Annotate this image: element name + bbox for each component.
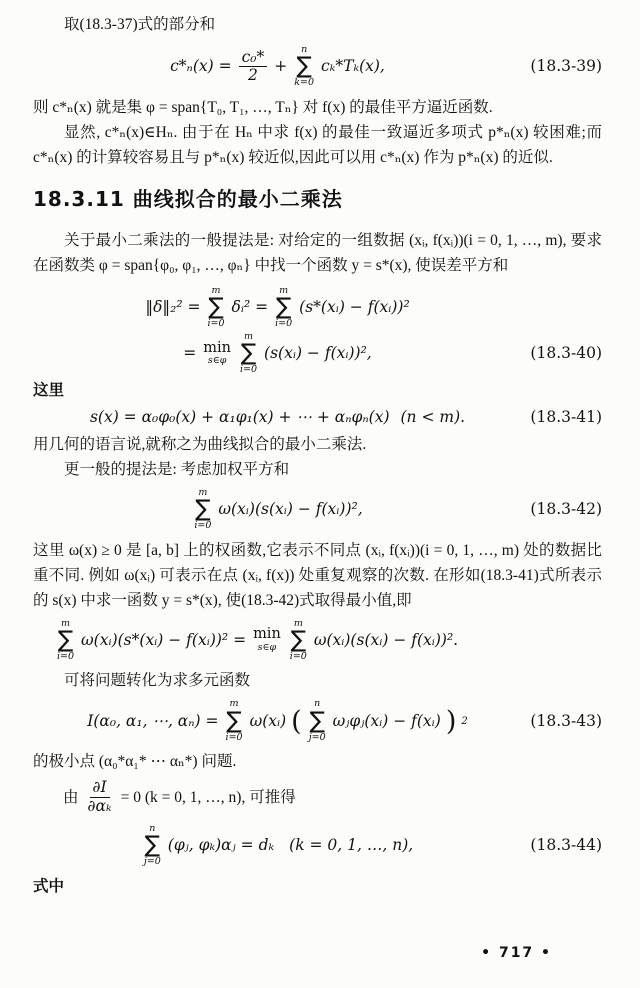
fraction-denominator: 2 [247,66,258,85]
derive-post: = 0 (k = 0, 1, …, n), 可推得 [120,789,296,807]
eq40-rhs-line1: (s*(xᵢ) − f(xᵢ))² [299,298,410,317]
equation-weighted-min [33,619,602,663]
equation-number: (18.3-41) [530,407,602,426]
eq43-inner: ωⱼφⱼ(xᵢ) − f(xᵢ) [332,711,441,730]
equation-18-3-43 [33,699,602,743]
derive-pre: 由 [63,789,79,807]
equation-number: (18.3-43) [530,711,602,730]
equation-number: (18.3-42) [530,500,602,519]
eq41-body: s(x) = α₀φ₀(x) + α₁φ₁(x) + ⋯ + αₙφₙ(x) [89,407,390,426]
fraction-numerator: c₀* [239,49,268,68]
min-operator: min s∈φ [203,339,231,367]
paragraph-more-general: 更一般的提法是: 考虑加权平方和 [64,460,290,478]
equation-18-3-40-line2 [33,332,602,376]
eq44-condition: (k = 0, 1, …, n), [289,836,414,855]
fraction-c0-over-2 [239,49,268,86]
eq40-lhs: ‖δ‖₂² = [145,298,201,317]
eq41-condition: (n < m). [400,407,466,426]
summation-symbol: n ∑ k=0 [294,44,315,89]
eq42-body: ω(xᵢ)(s(xᵢ) − f(xᵢ))², [218,500,363,519]
paragraph-general-statement: 关于最小二乘法的一般提法是: 对给定的一组数据 (xᵢ, f(xᵢ))(i = 0, 1, …, m), 要求在函数类 φ = span{φ₀, φ₁, …, φₙ} 中找一个函数 y = s*(x), 使误差平方和 [33,231,602,274]
summation-symbol: m ∑ i=0 [207,284,225,330]
paragraph-transform: 可将问题转化为求多元函数 [64,672,251,690]
equals-sign: = [183,344,197,363]
eq39-lhs: c*ₙ(x) = [170,57,232,76]
equation-18-3-44 [33,824,602,868]
paragraph-geometry: 用几何的语言说,就称之为曲线拟合的最小二乘法. [33,435,367,453]
summation-symbol: m ∑ i=0 [289,617,307,662]
plus-operator: + [274,57,288,76]
eq40-rhs-line2: (s(xᵢ) − f(xᵢ))², [264,344,372,363]
equation-number: (18.3-44) [530,836,602,855]
summation-symbol: n ∑ j=0 [143,822,161,868]
summation-symbol: m ∑ i=0 [240,330,258,376]
min-operator: min s∈φ [253,626,281,653]
section-heading: 18.3.11 曲线拟合的最小二乘法 [33,186,343,211]
close-paren: ) [445,705,457,737]
label-where: 式中 [33,876,65,895]
page-number: • 717 • [481,945,552,961]
summation-symbol: n ∑ j=0 [308,698,326,743]
paragraph-then: 则 c*ₙ(x) 就是集 φ = span{T₀, T₁, …, Tₙ} 对 f(x) 的最佳平方逼近函数. [33,98,493,116]
summation-symbol: m ∑ i=0 [194,486,212,532]
eq40-mid: δᵢ² = [231,298,269,317]
paragraph-min-point: 的极小点 (α₀*α₁* ⋯ αₙ*) 问题. [33,753,237,771]
eq44-body: (φⱼ, φₖ)αⱼ = dₖ [167,836,275,855]
equation-18-3-40-line1 [33,286,602,330]
equation-number: (18.3-40) [530,344,602,363]
eq39-rhs: cₖ*Tₖ(x), [321,57,385,76]
equation-number: (18.3-39) [530,57,602,76]
equation-18-3-41 [33,405,602,430]
eq43-lhs: I(α₀, α₁, ⋯, αₙ) = [87,711,219,730]
partial-derivative-fraction: $\frac{\partial I}{\text{∂αₖ}}$ [87,778,112,816]
summation-symbol: m ∑ i=0 [225,698,243,743]
summation-symbol: m ∑ i=0 [57,617,75,662]
label-here: 这里 [33,380,65,399]
exponent: 2 [461,715,468,727]
equation-18-3-39 [33,45,602,89]
weighted-min-lhs: ω(xᵢ)(s*(xᵢ) − f(xᵢ))² = [81,630,247,649]
equation-18-3-42 [33,488,602,532]
paragraph-weight-note: 这里 ω(x) ≥ 0 是 [a, b] 上的权函数,它表示不同点 (xᵢ, f(xᵢ))(i = 0, 1, …, m) 处的数据比重不同. 例如 ω(xᵢ) 可表示在点 (xᵢ, f(x)) 处重复观察的次数. 在形如(18.3-41)式所表示的 s(x) 中求一函数 y = s*(x), 使(18.3-42)式取得最小值,即 [33,541,602,609]
weighted-min-rhs: ω(xᵢ)(s(xᵢ) − f(xᵢ))². [313,630,459,649]
paragraph-derivative [33,779,602,816]
summation-symbol: m ∑ i=0 [275,284,293,330]
paragraph-partial-sum: 取(18.3-37)式的部分和 [64,16,216,33]
open-paren: ( [291,705,302,737]
paragraph-obviously: 显然, c*ₙ(x)∈Hₙ. 由于在 Hₙ 中求 f(x) 的最佳一致逼近多项式 p*ₙ(x) 较困难;而 c*ₙ(x) 的计算较容易且与 p*ₙ(x) 较近似,因此可以用 c*ₙ(x) 作为 p*ₙ(x) 的近似. [33,123,602,166]
eq43-weight: ω(xᵢ) [249,711,287,730]
